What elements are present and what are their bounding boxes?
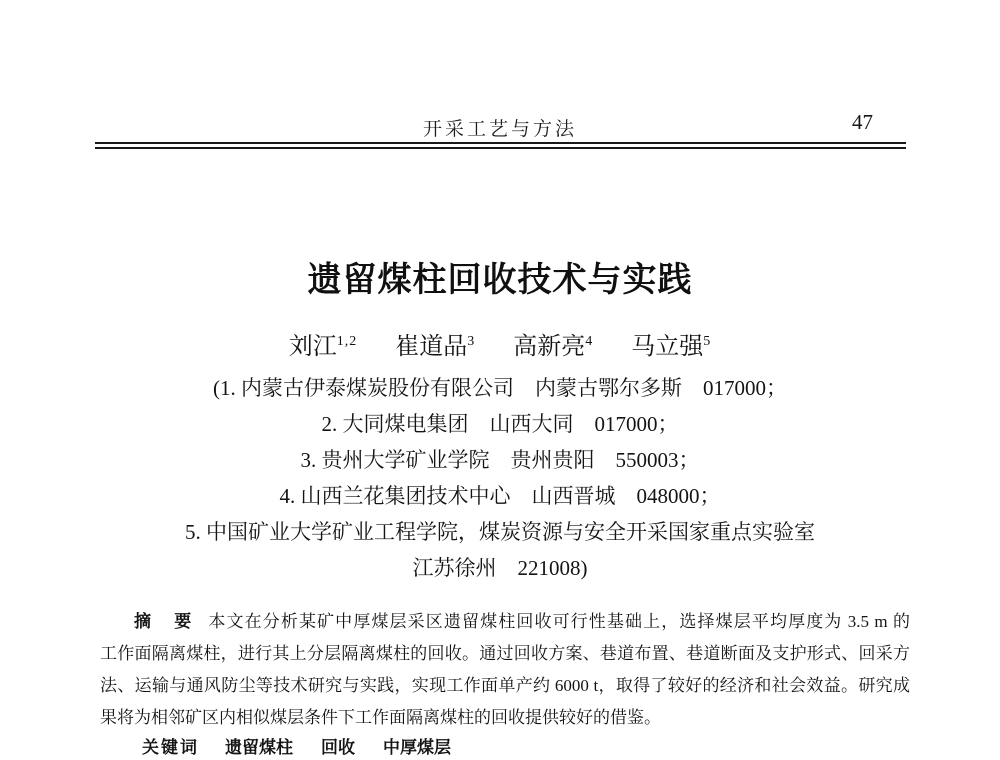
abstract-line: 工作面隔离煤柱，进行其上分层隔离煤柱的回收。通过回收方案、巷道布置、巷道断面及支护形式、回采方 <box>100 644 910 663</box>
author-name: 高新亮 <box>513 334 586 360</box>
affiliation-line: 江苏徐州 221008) <box>412 556 588 580</box>
author-superscript: 5 <box>703 334 712 349</box>
author-superscript: 1,2 <box>336 334 358 349</box>
abstract-line: 果将为相邻矿区内相似煤层条件下工作面隔离煤柱的回收提供较好的借鉴。 <box>100 708 661 727</box>
abstract-line <box>100 606 910 638</box>
keywords-label: 关键词 <box>142 738 199 757</box>
author-superscript: 3 <box>467 334 476 349</box>
article-title: 遗留煤柱回收技术与实践 <box>307 261 693 299</box>
author-name: 马立强 <box>631 334 704 360</box>
affiliation-line: 2. 大同煤电集团 山西大同 017000； <box>321 412 679 436</box>
author <box>631 334 711 360</box>
keyword-term: 遗留煤柱 <box>225 738 293 757</box>
authors-line <box>0 326 1000 361</box>
running-head: 开采工艺与方法 <box>422 119 577 140</box>
abstract-text: 本文在分析某矿中厚煤层采区遗留煤柱回收可行性基础上，选择煤层平均厚度为 3.5 m 的 <box>208 612 910 631</box>
abstract-label: 摘 要 <box>134 612 195 631</box>
affiliation-line: 5. 中国矿业大学矿业工程学院，煤炭资源与安全开采国家重点实验室 <box>185 520 815 544</box>
keywords-line <box>100 732 910 760</box>
author-superscript: 4 <box>585 334 594 349</box>
abstract-line: 法、运输与通风防尘等技术研究与实践，实现工作面单产约 6000 t，取得了较好的经济和社会效益。研究成 <box>100 676 910 695</box>
page-number: 47 <box>852 110 873 134</box>
author-name: 崔道品 <box>395 334 468 360</box>
keyword-term: 回收 <box>321 738 355 757</box>
author-name: 刘江 <box>288 334 337 360</box>
affiliation-line: 3. 贵州大学矿业学院 贵州贵阳 550003； <box>300 448 700 472</box>
author <box>395 334 475 360</box>
author <box>289 334 358 360</box>
abstract-block <box>100 606 910 760</box>
author <box>513 334 593 360</box>
affiliations-block <box>0 370 1000 586</box>
affiliation-line: 4. 山西兰花集团技术中心 山西晋城 048000； <box>279 484 721 508</box>
affiliation-line: (1. 内蒙古伊泰煤炭股份有限公司 内蒙古鄂尔多斯 017000； <box>213 376 787 400</box>
keyword-term: 中厚煤层 <box>383 738 451 757</box>
header-rule <box>95 142 906 149</box>
